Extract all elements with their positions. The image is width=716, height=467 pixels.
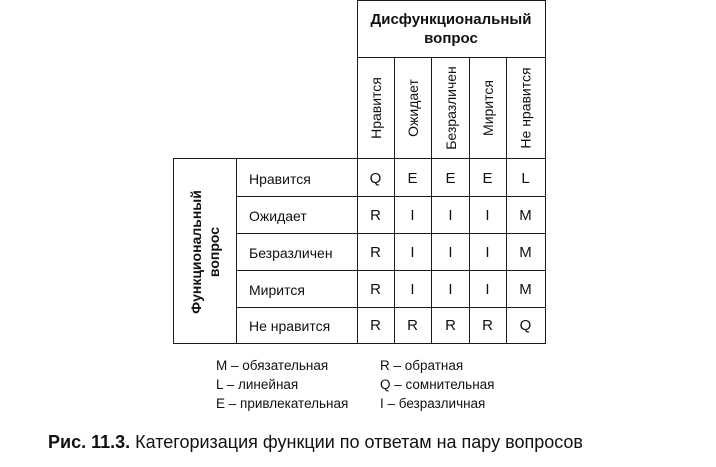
legend-item-q: Q – сомнительная	[380, 377, 495, 392]
column-header-tolerate: Мирится	[479, 80, 496, 136]
table-cell: L	[521, 170, 530, 187]
row-label-dislike: Не нравится	[249, 317, 331, 334]
figure-caption-text: Категоризация функции по ответам на пару вопросов	[130, 432, 583, 452]
table-cell: I	[410, 244, 415, 261]
row-label-tolerate: Мирится	[249, 281, 305, 298]
table-cell: Q	[519, 317, 532, 334]
legend-item-m: M – обязательная	[216, 358, 329, 373]
legend-item-e: E – привлекательная	[216, 396, 349, 411]
column-header-dislike: Не нравится	[517, 67, 534, 149]
table-cell: R	[370, 317, 381, 334]
table-cell: R	[370, 281, 381, 298]
row-label-like: Нравится	[249, 170, 311, 187]
figure-caption-label: Рис. 11.3.	[48, 432, 131, 452]
column-header-like: Нравится	[367, 77, 384, 139]
table-cell: M	[519, 207, 532, 224]
grid-line-v5	[545, 0, 546, 344]
table-cell: E	[407, 170, 418, 187]
row-label-neutral: Безразличен	[249, 244, 333, 261]
table-cell: M	[519, 244, 532, 261]
table-cell: I	[485, 207, 490, 224]
row-label-expect: Ожидает	[249, 207, 307, 224]
table-cell: R	[407, 317, 418, 334]
figure-caption	[48, 432, 583, 453]
dysfunctional-question-title: Дисфункциональный вопрос	[370, 11, 532, 47]
column-header-expect: Ожидает	[404, 79, 421, 137]
table-cell: R	[370, 244, 381, 261]
table-cell: E	[482, 170, 493, 187]
legend-item-r: R – обратная	[380, 358, 464, 373]
table-cell: I	[448, 244, 453, 261]
table-cell: I	[410, 207, 415, 224]
table-cell: I	[485, 244, 490, 261]
functional-question-title: Функциональный вопрос	[187, 189, 222, 314]
column-header-neutral: Безразличен	[442, 66, 459, 150]
table-cell: Q	[369, 170, 382, 187]
table-cell: M	[519, 281, 532, 298]
legend-item-i: I – безразличная	[380, 396, 486, 411]
table-cell: R	[370, 207, 381, 224]
table-cell: E	[445, 170, 456, 187]
table-cell: R	[445, 317, 456, 334]
table-cell: I	[410, 281, 415, 298]
table-cell: I	[485, 281, 490, 298]
table-cell: I	[448, 281, 453, 298]
legend-item-l: L – линейная	[216, 377, 299, 392]
table-cell: I	[448, 207, 453, 224]
table-cell: R	[482, 317, 493, 334]
